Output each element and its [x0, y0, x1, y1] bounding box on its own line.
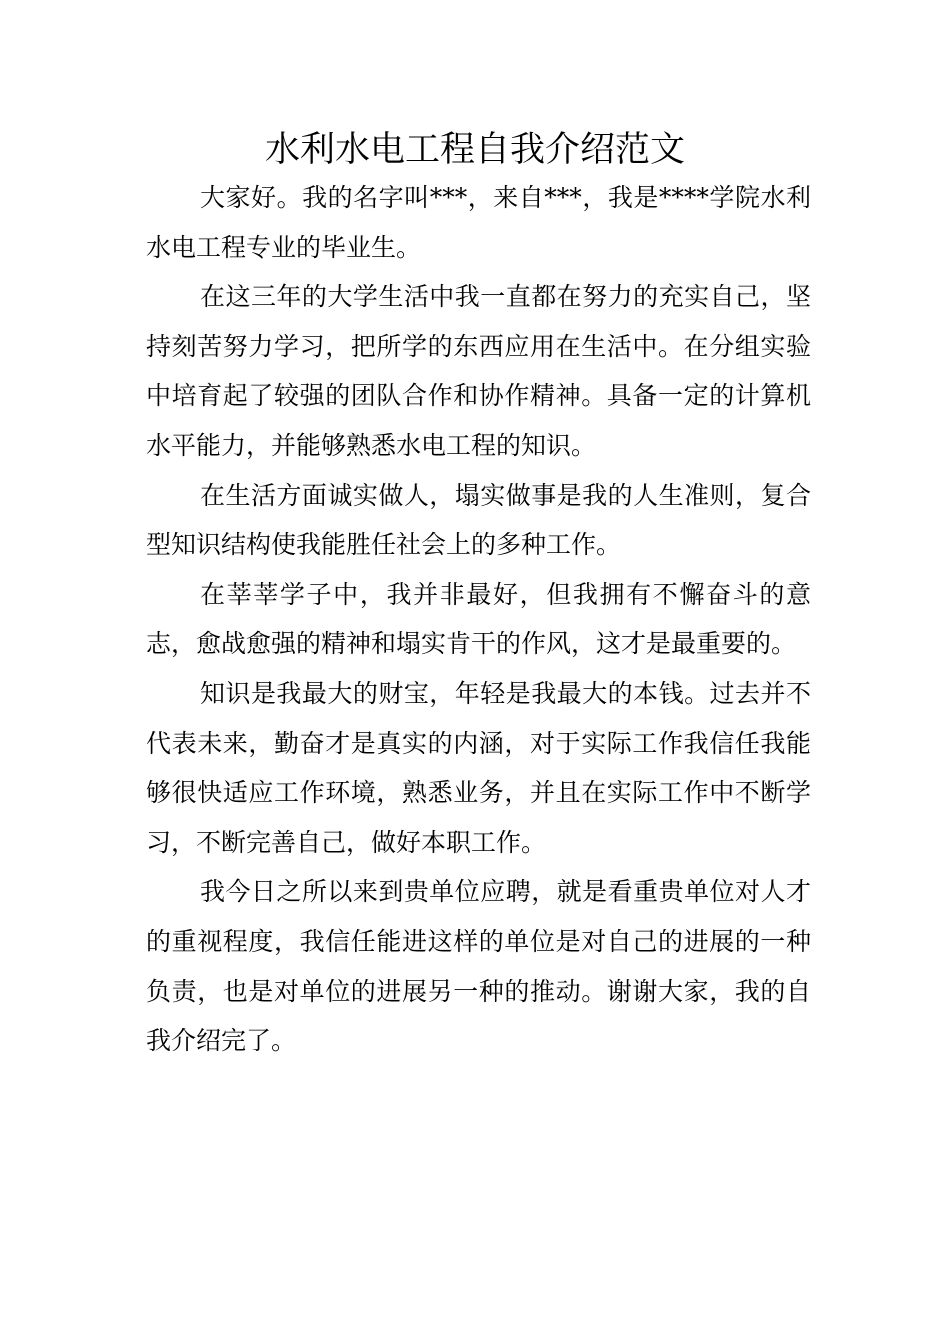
document-body [146, 173, 811, 1066]
paragraph-intro: 大家好。我的名字叫***，来自***，我是****学院水利水电工程专业的毕业生。 [146, 183, 811, 262]
paragraph-college-life: 在这三年的大学生活中我一直都在努力的充实自己，坚持刻苦努力学习，把所学的东西应用在生活中。在分组实验中培育起了较强的团队合作和协作精神。具备一定的计算机水平能力，并能够熟悉水电工程的知识。 [146, 282, 811, 460]
paragraph-knowledge: 知识是我最大的财宝，年轻是我最大的本钱。过去并不代表未来，勤奋才是真实的内涵，对于实际工作我信任我能够很快适应工作环境，熟悉业务，并且在实际工作中不断学习，不断完善自己，做好本职工作。 [146, 678, 811, 857]
paragraph-character: 在莘莘学子中，我并非最好，但我拥有不懈奋斗的意志，愈战愈强的精神和塌实肯干的作风，这才是最重要的。 [146, 579, 811, 659]
document-title: 水利水电工程自我介绍范文 [264, 130, 685, 170]
paragraph-closing: 我今日之所以来到贵单位应聘，就是看重贵单位对人才的重视程度，我信任能进这样的单位是对自己的进展的一种负责，也是对单位的进展另一种的推动。谢谢大家，我的自我介绍完了。 [146, 877, 811, 1056]
paragraph-life-principles: 在生活方面诚实做人，塌实做事是我的人生准则，复合型知识结构使我能胜任社会上的多种工作。 [146, 480, 811, 560]
